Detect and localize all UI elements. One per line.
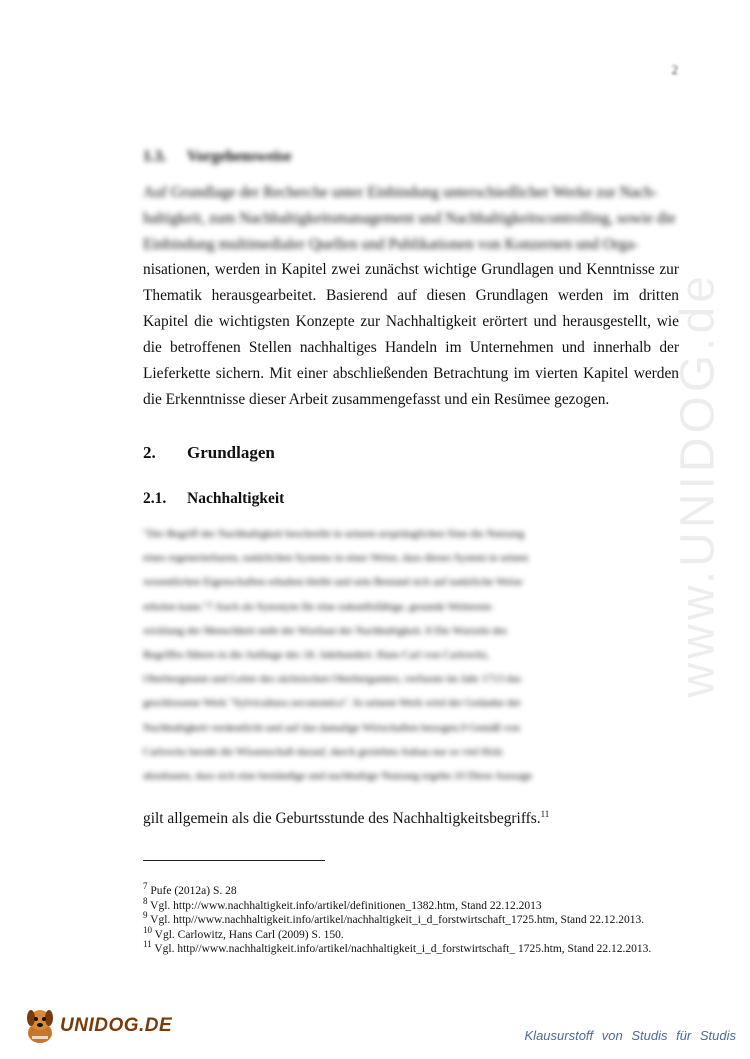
section-number: 1.3. xyxy=(143,148,167,165)
footnote-ref: 11 xyxy=(540,808,550,819)
section-number: 2.1. xyxy=(143,490,167,507)
text-line: haltigkeit, zum Nachhaltigkeitsmanagement und Nachhaltigkeitscontrolling, sowie die xyxy=(143,210,676,227)
text-line: eines regenerierbaren, natürlichen Systems in einer Weise, dass dieses System in seinen xyxy=(143,552,529,565)
footnotes xyxy=(143,881,683,957)
footnote xyxy=(143,910,683,928)
text-line: wesentlichen Eigenschaften erhalten bleibt und sein Bestand sich auf natürliche Weise xyxy=(143,576,523,589)
footnote-number: 8 xyxy=(143,895,148,906)
section-heading-2-1 xyxy=(143,490,284,508)
footnote-number: 10 xyxy=(143,924,152,935)
footnote-text: Vgl. http//www.nachhaltigkeit.info/artikel/nachhaltigkeit_i_d_forstwirtschaft_1725.htm, Stand 22.12.2013. xyxy=(147,914,645,926)
chapter-number: 2. xyxy=(143,443,156,462)
footnote-text: Pufe (2012a) S. 28 xyxy=(147,885,237,897)
chapter-title: Grundlagen xyxy=(187,443,275,462)
section-title: Vorgehensweise xyxy=(187,148,292,165)
logo-text: UNIDOG.DE xyxy=(60,1015,173,1036)
text-line: Carlowitz beruht die Wissenschaft darauf, durch gezielten Anbau nur so viel Holz xyxy=(143,745,503,758)
text-line: Begriffes führen in die Anfänge des 18. Jahrhundert. Hans Carl von Carlowitz, xyxy=(143,649,490,662)
watermark: www.UNIDOG.de xyxy=(671,272,725,698)
page-number: 2 xyxy=(671,62,678,77)
footnote-rule xyxy=(143,860,325,861)
footnote xyxy=(143,924,683,943)
footnote-number: 9 xyxy=(143,910,148,921)
footnote xyxy=(143,895,683,914)
chapter-heading-2 xyxy=(143,443,275,463)
text-line: Oberbergmann und Leiter des sächsischen Oberbergamtes, verfasste im Jahr 1713 das xyxy=(143,673,522,686)
footnote xyxy=(143,939,683,957)
footnote xyxy=(143,881,683,899)
text-line: Auf Grundlage der Recherche unter Einbindung unterschiedlicher Werke zur Nach- xyxy=(143,184,658,201)
unidog-logo[interactable] xyxy=(22,1006,172,1046)
text-line: Nachhaltigkeit verdeutlicht und auf das damalige Wirtschaften bezogen.9 Gemäß von xyxy=(143,721,520,734)
section-2-1-blurred-text xyxy=(143,522,679,788)
footnote-number: 7 xyxy=(143,881,148,892)
footnote-text: Vgl. http//www.nachhaltigkeit.info/artikel/nachhaltigkeit_i_d_forstwirtschaft_ 1725.htm, Stand 22.12.2013. xyxy=(151,943,652,955)
section-1-3-paragraph: nisationen, werden in Kapitel zwei zunächst wichtige Grundlagen und Kenntnisse zur Thematik herausgearbeitet. Basierend auf diesen Grundlagen werden im dritten Kapitel die wichtigsten Konzepte zur Nachhaltigkeit erörtert und herausgestellt, wie die betroffenen Stellen nachhaltiges Handeln im Unternehmen und innerhalb der Lieferkette sichern. Mit einer abschließenden Betrachtung im vierten Kapitel werden die Erkenntnisse dieser Arbeit zusammengefasst und ein Resümee gezogen. xyxy=(143,261,679,408)
text-line: abzubauen, dass sich eine beständige und nachhaltige Nutzung ergebe.10 Diese Aussage xyxy=(143,770,532,783)
footnote-text: Vgl. Carlowitz, Hans Carl (2009) S. 150. xyxy=(152,928,344,941)
section-heading-1-3 xyxy=(143,148,291,166)
section-title: Nachhaltigkeit xyxy=(187,490,285,507)
text-line: erholen kann."7 Auch als Synonym für eine zukunftsfähige, gesunde Weiterent- xyxy=(143,600,494,613)
section-2-1-paragraph xyxy=(143,806,679,832)
footnote-text: Vgl. http://www.nachhaltigkeit.info/artikel/definitionen_1382.htm, Stand 22.12.2013 xyxy=(147,899,542,912)
paragraph-text: gilt allgemein als die Geburtsstunde des Nachhaltigkeitsbegriffs. xyxy=(143,810,541,827)
text-line: "Der Begriff der Nachhaltigkeit beschreibt in seinem ursprünglichen Sinn die Nutzung xyxy=(143,528,525,540)
dog-mascot-icon xyxy=(22,1006,58,1046)
footnote-number: 11 xyxy=(143,939,152,950)
tagline: Klausurstoff von Studis für Studis xyxy=(524,1028,736,1043)
section-1-3-blurred-text xyxy=(143,180,679,258)
text-line: geschlossene Werk "Sylvicultura oeconomica". In seinem Werk wird der Gedanke der xyxy=(143,697,521,710)
text-line: Einbindung multimedialer Quellen und Publikationen von Konzernen und Orga- xyxy=(143,236,639,253)
text-line: wicklung der Menschheit steht der Wortlaut der Nachhaltigkeit. 8 Die Wurzeln des xyxy=(143,624,508,637)
